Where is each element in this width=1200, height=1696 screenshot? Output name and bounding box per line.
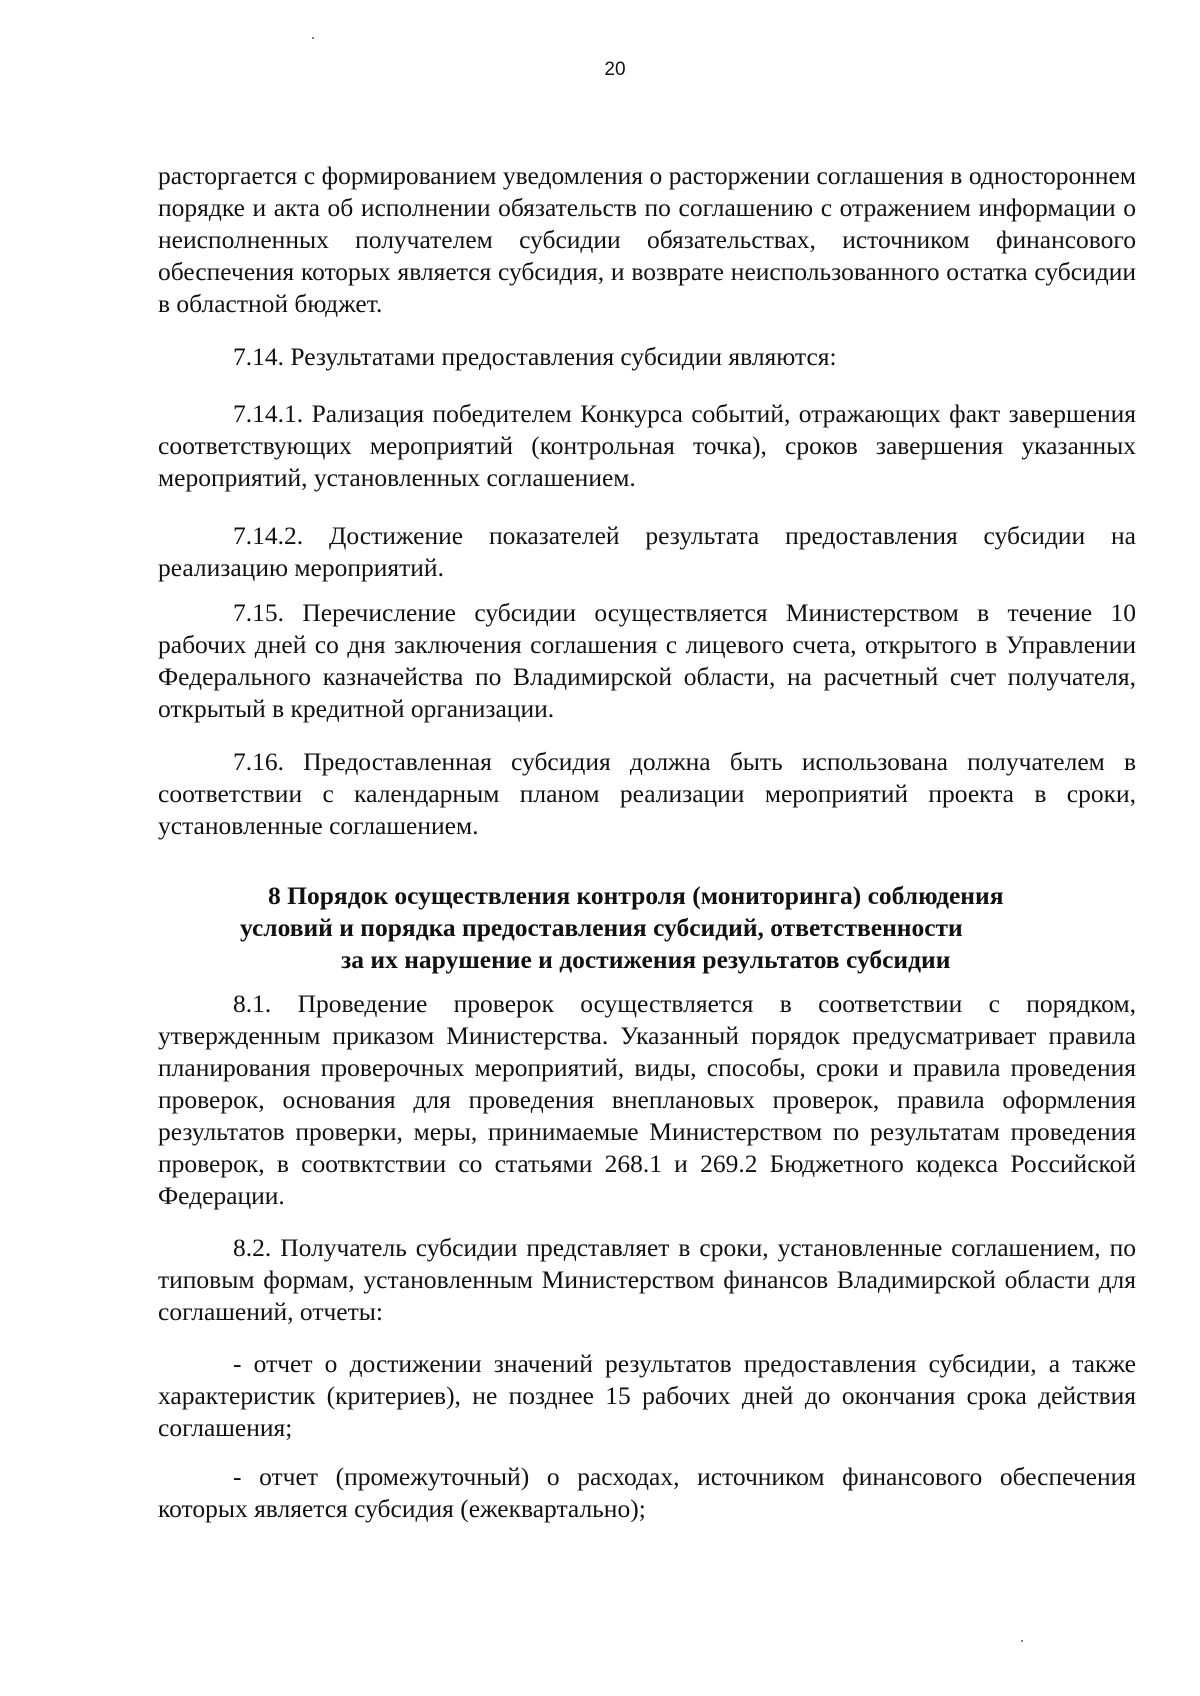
paragraph-7-14-2: 7.14.2. Достижение показателей результата предоставления субсидии на реализацию мероприятий.: [158, 521, 1136, 582]
section-heading-line-3: за их нарушение и достижения результатов субсидии: [341, 945, 951, 974]
paragraph-bullet-report-results: - отчет о достижении значений результатов предоставления субсидии, а также характеристик (критериев), не позднее 15 рабочих дней до окончания срока действия соглашения;: [158, 1349, 1136, 1442]
paragraph-7-14-1: 7.14.1. Рализация победителем Конкурса событий, отражающих факт завершения соответствующих мероприятий (контрольная точка), сроков завершения указанных мероприятий, установленных соглашением.: [158, 399, 1136, 492]
section-heading-line-2: условий и порядка предоставления субсидий, ответственности: [240, 913, 963, 942]
scan-speck: [312, 37, 314, 39]
paragraph-7-16: 7.16. Предоставленная субсидия должна быть использована получателем в соответствии с календарным планом реализации мероприятий проекта в сроки, установленные соглашением.: [158, 747, 1136, 840]
paragraph-bullet-report-expenses: - отчет (промежуточный) о расходах, источником финансового обеспечения которых является субсидия (ежеквартально);: [158, 1462, 1136, 1523]
paragraph-8-2: 8.2. Получатель субсидии представляет в сроки, установленные соглашением, по типовым формам, установленным Министерством финансов Владимирской области для соглашений, отчеты:: [158, 1233, 1136, 1326]
section-8-heading: [158, 880, 1136, 980]
paragraph-7-15: 7.15. Перечисление субсидии осуществляется Министерством в течение 10 рабочих дней со дня заключения соглашения с лицевого счета, открытого в Управлении Федерального казначейства по Владимирской области, на расчетный счет получателя, открытый в кредитной организации.: [158, 598, 1136, 723]
paragraph-7-14: 7.14. Результатами предоставления субсидии являются:: [233, 342, 837, 371]
section-heading-line-1: 8 Порядок осуществления контроля (мониторинга) соблюдения: [268, 881, 1004, 910]
paragraph-continuation: расторгается с формированием уведомления о расторжении соглашения в одностороннем порядке и акта об исполнении обязательств по соглашению с отражением информации о неисполненных получателем субсидии обязательствах, источником финансового обеспечения которых является субсидия, и возврате неиспользованного остатка субсидии в областной бюджет.: [158, 161, 1136, 318]
page-number: 20: [604, 59, 626, 80]
scan-speck: [1021, 1640, 1023, 1642]
paragraph-8-1: 8.1. Проведение проверок осуществляется в соответствии с порядком, утвержденным приказом Министерства. Указанный порядок предусматривает правила планирования проверочных мероприятий, виды, способы, сроки и правила проведения проверок, основания для проведения внеплановых проверок, правила оформления результатов проверки, меры, принимаемые Министерством по результатам проведения проверок, в соотвктствии со статьями 268.1 и 269.2 Бюджетного кодекса Российской Федерации.: [158, 989, 1136, 1210]
